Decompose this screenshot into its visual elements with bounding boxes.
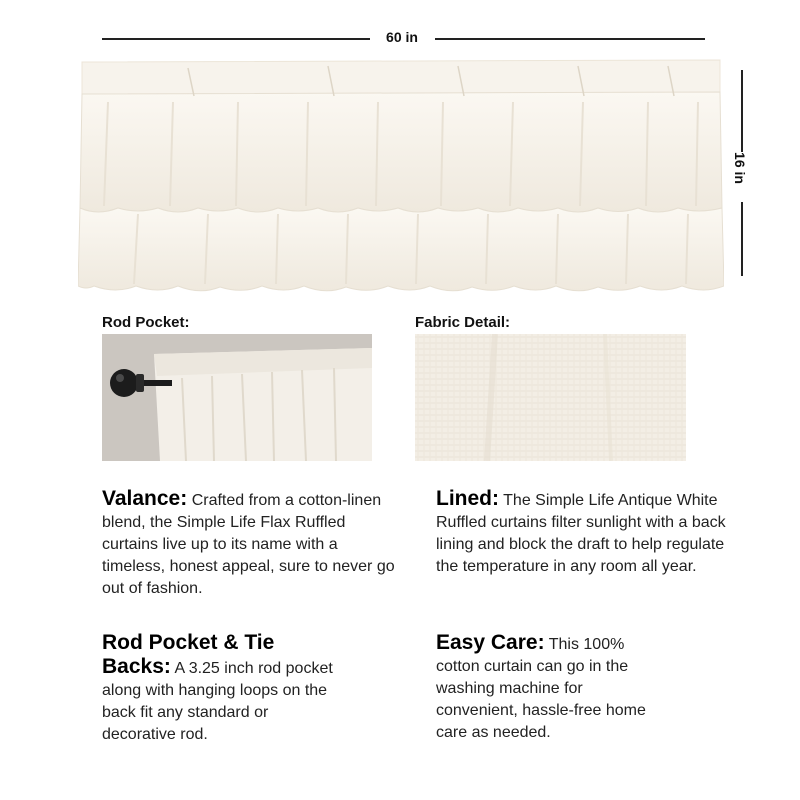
width-line-right	[435, 38, 705, 40]
height-line-top	[741, 70, 743, 152]
width-label: 60 in	[386, 29, 418, 45]
feature-lined	[436, 488, 732, 578]
height-label: 16 in	[732, 152, 748, 184]
fabric-detail-image	[415, 334, 686, 461]
width-line-left	[102, 38, 370, 40]
fabric-texture	[415, 334, 686, 461]
valance-ruffle-top	[80, 92, 722, 212]
feature-heading: Rod Pocket & Tie Backs:	[102, 631, 275, 678]
fabric-detail-label: Fabric Detail:	[415, 314, 511, 331]
height-line-bottom	[741, 202, 743, 276]
feature-text: A 3.25 inch rod pocket along with hanging loops on the back fit any standard or decorative rod.	[102, 660, 333, 743]
feature-heading: Easy Care:	[436, 631, 545, 654]
feature-valance	[102, 488, 398, 600]
rod-pocket-illustration	[102, 334, 372, 461]
rod-pocket-label: Rod Pocket:	[102, 314, 190, 331]
rod-pocket-image	[102, 334, 372, 461]
feature-text: The Simple Life Antique White Ruffled curtains filter sunlight with a back lining and block the draft to help regulate the temperature in any room all year.	[436, 492, 726, 575]
feature-heading: Valance:	[102, 487, 188, 510]
feature-text: Crafted from a cotton-linen blend, the Simple Life Flax Ruffled curtains live up to its name with a timeless, honest appeal, sure to never go out of fashion.	[102, 492, 395, 597]
feature-text: This 100% cotton curtain can go in the washing machine for convenient, hassle-free home care as needed.	[436, 636, 646, 741]
feature-easy-care	[436, 632, 666, 744]
valance-image	[78, 58, 724, 296]
feature-heading: Lined:	[436, 487, 499, 510]
feature-rod-pocket	[102, 632, 334, 746]
